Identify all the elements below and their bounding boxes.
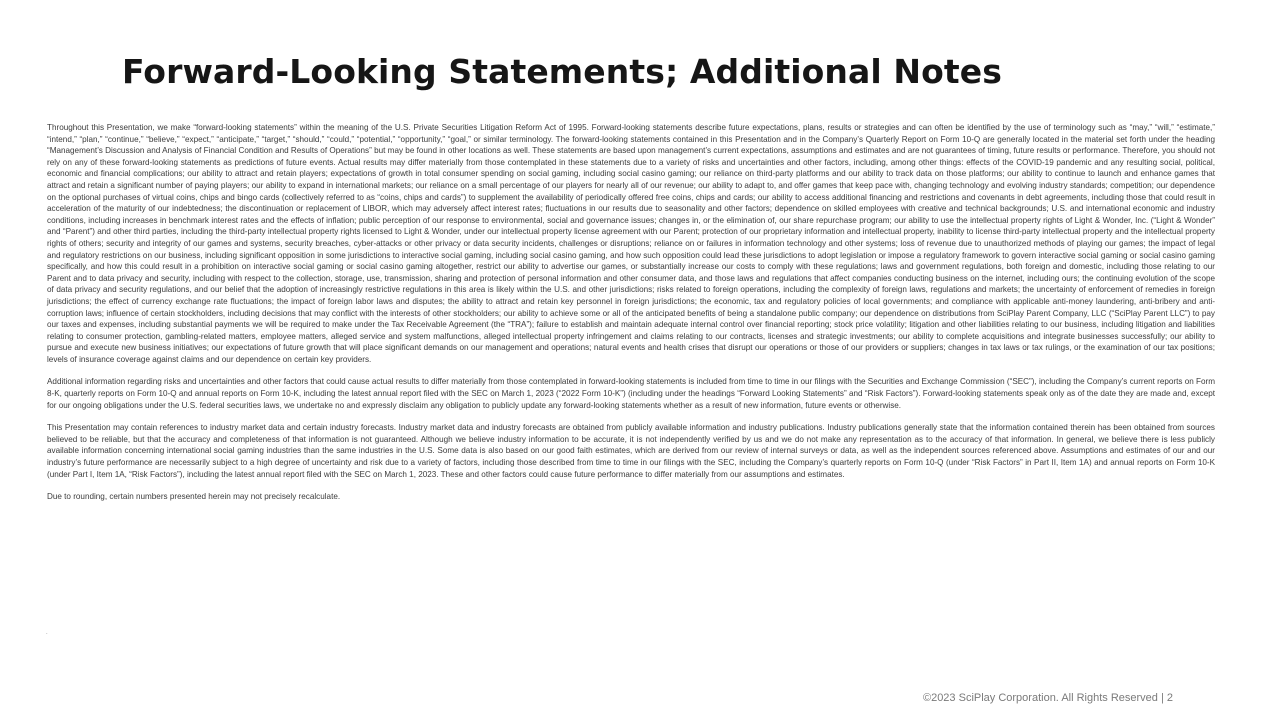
additional-information-paragraph: Additional information regarding risks and uncertainties and other factors that could cause actual results to differ materially from those contemplated in forward-looking statements is included from time to time in our filings with the Securities and Exchange Commission (“SEC”), including the Company’s current reports on Form 8-K, quarterly reports on Form 10-Q and annual reports on Form 10-K, including the latest annual report filed with the SEC on March 1, 2023 (“2022 Form 10-K”) (including under the headings “Forward Looking Statements” and “Risk Factors”). Forward-looking statements speak only as of the date they are made and, except for our ongoing obligations under the U.S. federal securities laws, we undertake no and expressly disclaim any obligation to publicly update any forward-looking statements whether as a result of new information, future events or otherwise. bbox=[47, 377, 1215, 410]
industry-data-paragraph: This Presentation may contain references to industry market data and certain industry forecasts. Industry market data and industry forecasts are obtained from publicly available information and industry publications. Industry publications generally state that the information contained therein has been obtained from sources believed to be reliable, but that the accuracy and completeness of that information is not guaranteed. Although we believe industry information to be accurate, it is not independently verified by us and we do not make any representation as to the accuracy of that information. In general, we believe there is less publicly available information concerning international social gaming industries than the same industries in the U.S. Some data is also based on our good faith estimates, which are derived from our review of internal surveys or data, as well as the independent sources referenced above. Assumptions and estimates of our and our industry’s future performance are necessarily subject to a high degree of uncertainty and risk due to a variety of factors, including those described from time to time in our filings with the SEC, including the Company’s quarterly reports on Form 10-Q (under “Risk Factors” in Part II, Item 1A) and annual reports on Form 10-K (under Part I, Item 1A, “Risk Factors”), including the latest annual report filed with the SEC on March 1, 2023. These and other factors could cause future performance to differ materially from our assumptions and estimates. bbox=[47, 423, 1215, 479]
disclaimer-body bbox=[47, 122, 1215, 503]
copyright-footer: ©2023 SciPlay Corporation. All Rights Reserved | 2 bbox=[922, 692, 1173, 704]
forward-looking-paragraph: Throughout this Presentation, we make “forward-looking statements” within the meaning of the U.S. Private Securities Litigation Reform Act of 1995. Forward-looking statements describe future expectations, plans, results or strategies and can often be identified by the use of terminology such as “may,” “will,” “estimate,” “intend,” “plan,” “continue,” “believe,” “expect,” “anticipate,” “target,” “should,” “could,” “potential,” “opportunity,” “goal,” or similar terminology. The forward-looking statements contained in this Presentation and in the Company’s Quarterly Report on Form 10-Q are generally located in the material set forth under the heading “Management’s Discussion and Analysis of Financial Condition and Results of Operations” but may be found in other locations as well. These statements are based upon management’s current expectations, assumptions and estimates and are not guarantees of timing, future results or performance. Therefore, you should not rely on any of these forward-looking statements as predictions of future events. Actual results may differ materially from those contemplated in these statements due to a variety of risks and uncertainties and other factors, including, among other things: effects of the COVID-19 pandemic and any resulting social, political, economic and financial complications; our ability to attract and retain players; expectations of growth in total consumer spending on social gaming, including social casino gaming; our reliance on third-party platforms and our ability to track data on those platforms; our ability to continue to launch and enhance games that attract and retain a significant number of paying players; our ability to expand in international markets; our reliance on a small percentage of our players for nearly all of our revenue; our ability to adapt to, and offer games that keep pace with, changing technology and evolving industry standards; competition; our dependence on the optional purchases of virtual coins, chips and bingo cards (collectively referred to as “coins, chips and cards”) to supplement the availability of periodically offered free coins, chips and cards; our ability to access additional financing and restrictions and covenants in debt agreements, including those that could result in acceleration of the maturity of our indebtedness; the discontinuation or replacement of LIBOR, which may adversely affect interest rates; fluctuations in our results due to seasonality and other factors; dependence on skilled employees with creative and technical backgrounds; U.S. and international economic and industry conditions, including increases in benchmark interest rates and the effects of inflation; public perception of our response to environmental, social and governance issues; changes in, or the elimination of, our share repurchase program; our ability to use the intellectual property rights of Light & Wonder, Inc. (“Light & Wonder” and “Parent”) and other third parties, including the third-party intellectual property rights licensed to Light & Wonder, under our intellectual property license agreement with our Parent; protection of our proprietary information and intellectual property, inability to license third-party intellectual property and the intellectual property rights of others; security and integrity of our games and systems, security breaches, cyber-attacks or other privacy or data security incidents, challenges or disruptions; reliance on or failures in information technology and other systems; loss of revenue due to unauthorized methods of playing our games; the impact of legal and regulatory restrictions on our business, including significant opposition in some jurisdictions to interactive social gaming, including social casino gaming, and how such opposition could lead these jurisdictions to adopt legislation or impose a regulatory framework to govern interactive social gaming or social casino gaming specifically, and how this could result in a prohibition on interactive social gaming or social casino gaming altogether, restrict our ability to advertise our games, or substantially increase our costs to comply with these regulations; laws and government regulations, both foreign and domestic, including those relating to our Parent and to data privacy and security, including with respect to the collection, storage, use, transmission, sharing and protection of personal information and other consumer data, and those laws and regulations that affect companies conducting business on the internet, including ours; the continuing evolution of the scope of data privacy and security regulations, and our belief that the adoption of increasingly restrictive regulations in this area is likely within the U.S. and other jurisdictions; risks related to foreign operations, including the complexity of foreign laws, regulations and markets; the uncertainty of enforcement of remedies in foreign jurisdictions; the effect of currency exchange rate fluctuations; the impact of foreign labor laws and disputes; the ability to attract and retain key personnel in foreign jurisdictions; the economic, tax and regulatory policies of local governments; and compliance with applicable anti-money laundering, anti-bribery and anti-corruption laws; influence of certain stockholders, including decisions that may conflict with the interests of other stockholders; our ability to achieve some or all of the anticipated benefits of being a standalone public company; our dependence on distributions from SciPlay Parent Company, LLC (“SciPlay Parent LLC”) to pay our taxes and expenses, including substantial payments we will be required to make under the Tax Receivable Agreement (the “TRA”); failure to establish and maintain adequate internal control over financial reporting; stock price volatility; litigation and other liabilities relating to our business, including litigation and liabilities relating to consumer protection, gambling-related matters, employee matters, alleged service and system malfunctions, alleged intellectual property infringement and claims relating to our contracts, licenses and strategic investments; our ability to complete acquisitions and integrate businesses successfully; our ability to pursue and execute new business initiatives; our expectations of future growth that will place significant demands on our management and operations; natural events and health crises that disrupt our operations or those of our providers or suppliers; changes in tax laws or tax rulings, or the examination of our tax positions; levels of insurance coverage against claims and our dependence on certain key providers. bbox=[47, 123, 1215, 364]
page-title: Forward-Looking Statements; Additional Notes bbox=[122, 52, 1002, 91]
rounding-note-paragraph: Due to rounding, certain numbers presented herein may not precisely recalculate. bbox=[47, 492, 341, 502]
stray-mark: . bbox=[46, 630, 48, 636]
